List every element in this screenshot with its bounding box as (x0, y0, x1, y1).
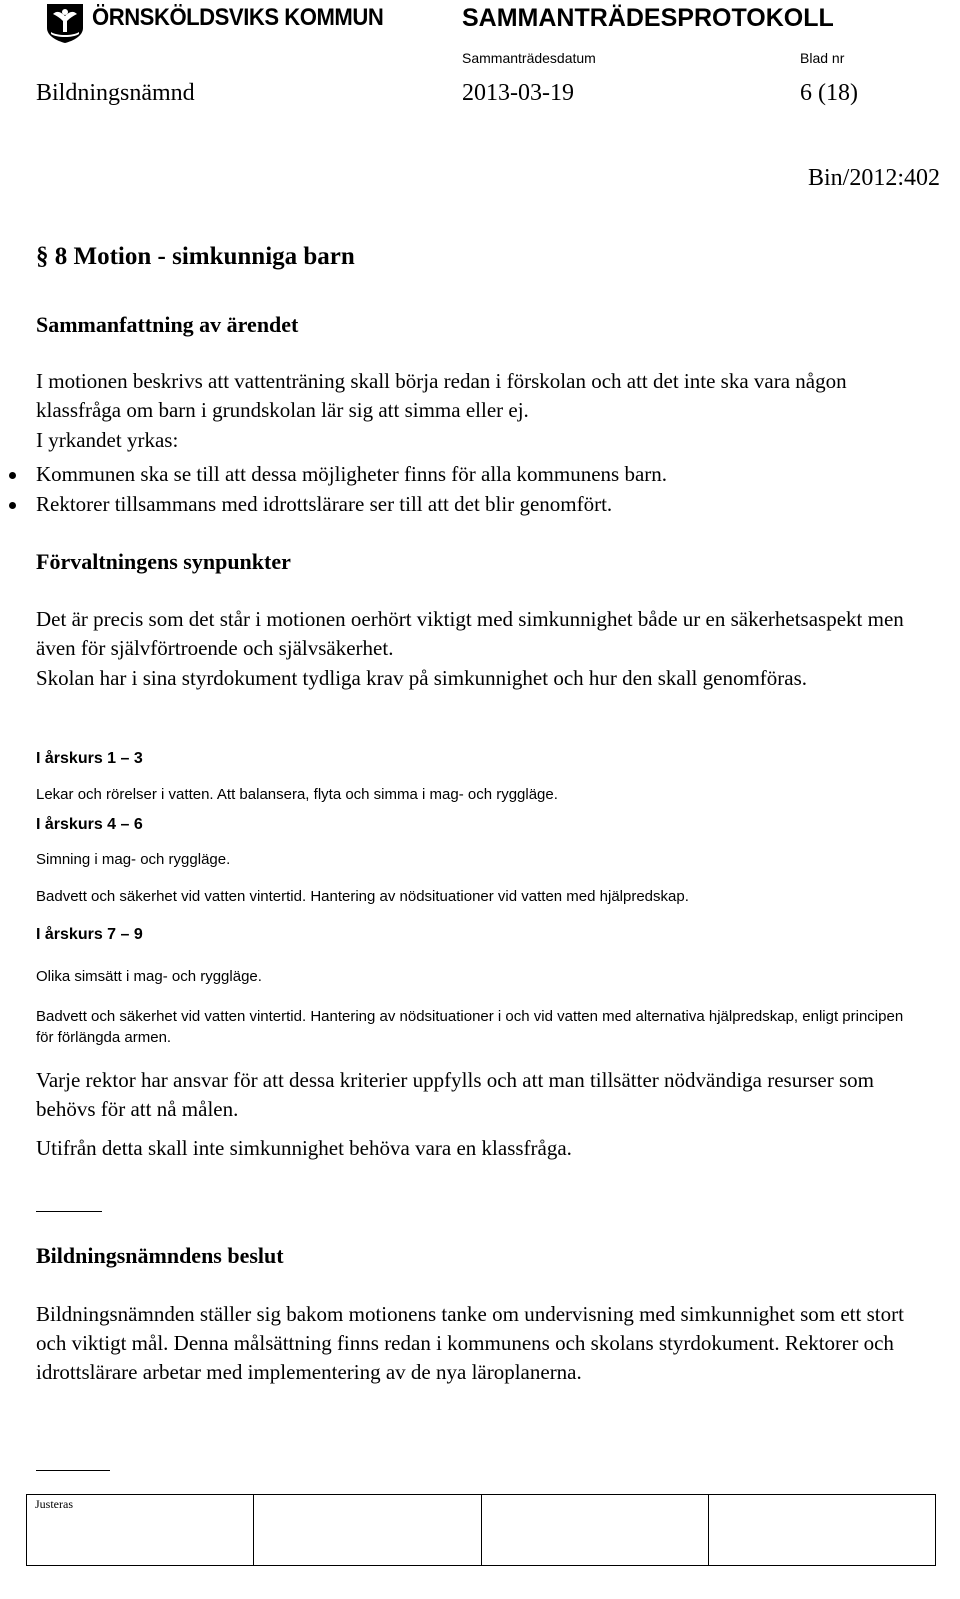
grade-text: Lekar och rörelser i vatten. Att balansera, flyta och simma i mag- och ryggläge. (36, 786, 558, 803)
grade-heading: I årskurs 1 – 3 (36, 750, 143, 767)
bullet-item (36, 460, 667, 489)
principal-responsibility-text: Varje rektor har ansvar för att dessa kriterier uppfylls och att man tillsätter nödvändiga resurser som behövs för att nå målen. (36, 1068, 874, 1121)
case-number: Bin/2012:402 (807, 165, 940, 191)
meeting-date-label: Sammanträdesdatum (462, 50, 596, 66)
summary-text: I motionen beskrivs att vattenträning skall börja redan i förskolan och att det inte ska vara någon klassfråga om barn i grundskolan lär sig att simma eller ej. (36, 369, 847, 422)
administration-paragraph: Det är precis som det står i motionen oerhört viktigt med simkunnighet både ur en säkerhetsaspekt men även för självförtroende och självsäkerhet. (36, 607, 904, 660)
bullet-icon (9, 472, 16, 479)
justeras-label: Justeras (35, 1497, 73, 1511)
summary-heading: Sammanfattning av ärendet (36, 312, 299, 337)
claim-intro: I yrkandet yrkas: (36, 428, 179, 452)
bullet-icon (9, 502, 16, 509)
signature-cell[interactable] (254, 1495, 481, 1566)
decision-text: Bildningsnämnden ställer sig bakom motionens tanke om undervisning med simkunnighet som ett stort och viktigt mål. Denna målsättning finns redan i kommunens och skolans styrdokument. Rektorer och idrottslärare arbetar med implementering av de nya läroplanerna. (36, 1302, 904, 1384)
signature-cell[interactable] (481, 1495, 708, 1566)
administration-heading: Förvaltningens synpunkter (36, 549, 291, 574)
administration-paragraph: Skolan har i sina styrdokument tydliga krav på simkunnighet och hur den skall genomföras. (36, 666, 808, 690)
decision-heading: Bildningsnämndens beslut (36, 1243, 284, 1268)
conclusion-text: Utifrån detta skall inte simkunnighet behöva vara en klassfråga. (36, 1136, 572, 1160)
section-divider (36, 1211, 102, 1212)
page-number: 6 (18) (800, 80, 858, 106)
document-type: SAMMANTRÄDESPROTOKOLL (462, 4, 834, 32)
municipality-logo-icon (45, 2, 85, 49)
meeting-date: 2013-03-19 (462, 80, 574, 106)
signature-table (26, 1494, 936, 1566)
signature-cell[interactable] (708, 1495, 935, 1566)
bullet-item (36, 490, 612, 519)
grade-text: Badvett och säkerhet vid vatten vintertid. Hantering av nödsituationer vid vatten med hjälpredskap. (36, 888, 689, 905)
municipality-name: ÖRNSKÖLDSVIKS KOMMUN (92, 4, 384, 31)
page-number-label: Blad nr (800, 50, 845, 66)
grade-heading: I årskurs 7 – 9 (36, 926, 143, 943)
signature-cell[interactable] (27, 1495, 254, 1566)
grade-text: Badvett och säkerhet vid vatten vintertid. Hantering av nödsituationer i och vid vatten med alternativa hjälpredskap, enligt principen för förlängda armen. (36, 1008, 904, 1046)
section-divider (36, 1470, 110, 1471)
grade-text: Simning i mag- och ryggläge. (36, 851, 231, 868)
grade-text: Olika simsätt i mag- och ryggläge. (36, 968, 262, 985)
committee-name: Bildningsnämnd (36, 80, 195, 106)
grade-heading: I årskurs 4 – 6 (36, 816, 143, 833)
section-title: § 8 Motion - simkunniga barn (36, 243, 355, 270)
bullet-text: Rektorer tillsammans med idrottslärare ser till att det blir genomfört. (36, 492, 613, 516)
bullet-text: Kommunen ska se till att dessa möjligheter finns för alla kommunens barn. (36, 462, 668, 486)
